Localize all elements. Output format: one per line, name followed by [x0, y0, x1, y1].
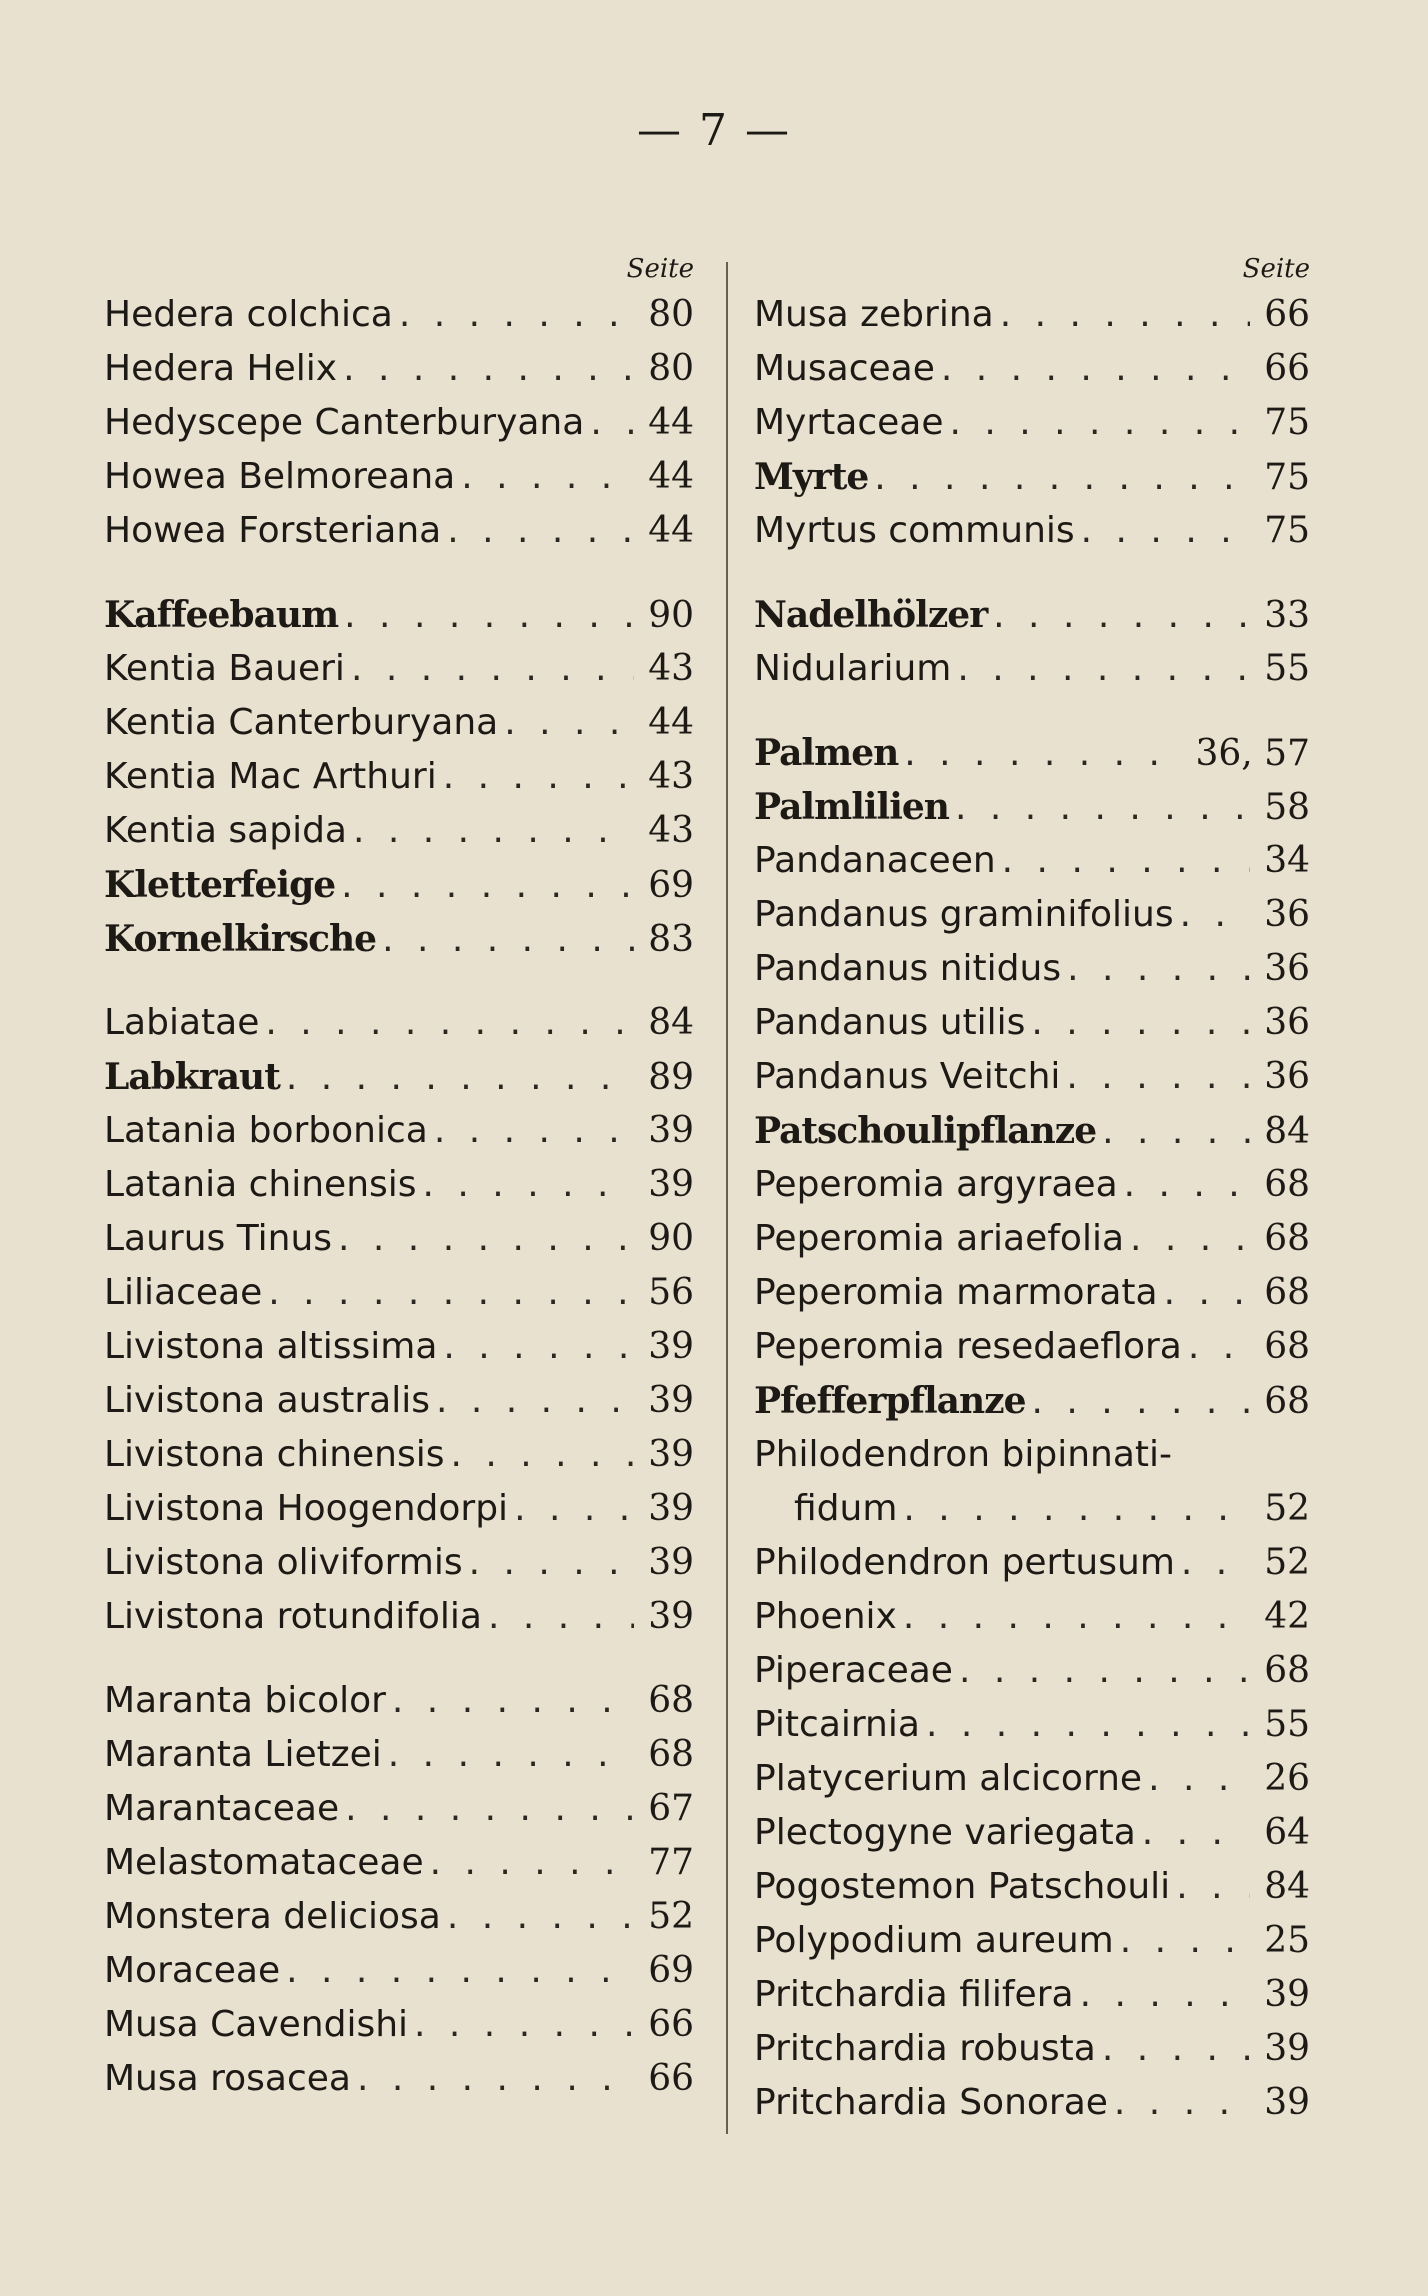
- index-entry: [754, 288, 1310, 342]
- leader-dots: [1102, 2022, 1250, 2076]
- entry-page: 39: [648, 1110, 694, 1151]
- leader-dots: [993, 589, 1250, 643]
- entry-name: Pandanus graminifolius: [754, 894, 1174, 935]
- index-entry: [754, 1644, 1310, 1698]
- entry-page: 34: [1264, 840, 1310, 881]
- index-entry: [104, 1158, 694, 1212]
- entry-page: 43: [648, 756, 694, 797]
- leader-dots: [351, 642, 634, 696]
- entry-page: 66: [648, 2004, 694, 2045]
- entry-name: Peperomia argyraea: [754, 1164, 1118, 1205]
- entry-name: Myrte: [754, 456, 869, 498]
- entry-name: Pritchardia filifera: [754, 1974, 1074, 2015]
- index-entry: [104, 858, 694, 912]
- group-gap: [754, 696, 1310, 726]
- index-entry: [754, 1752, 1310, 1806]
- leader-dots: [514, 1482, 634, 1536]
- leader-dots: [903, 1590, 1250, 1644]
- index-entry: [104, 1890, 694, 1944]
- index-entry: [754, 1266, 1310, 1320]
- index-entry: [754, 1914, 1310, 1968]
- leader-dots: [451, 1428, 635, 1482]
- index-entry: [104, 912, 694, 966]
- index-entry: [754, 342, 1310, 396]
- leader-dots: [434, 1104, 634, 1158]
- column-divider: [726, 262, 728, 2134]
- index-entry: [754, 588, 1310, 642]
- entry-page: 39: [1264, 2028, 1310, 2069]
- entry-page: 55: [1264, 648, 1310, 689]
- entry-name: Pandanus nitidus: [754, 948, 1062, 989]
- entry-page: 39: [648, 1164, 694, 1205]
- entry-page: 90: [648, 595, 694, 636]
- leader-dots: [1164, 1266, 1250, 1320]
- entry-name: Maranta bicolor: [104, 1680, 386, 1721]
- index-entry: [754, 1320, 1310, 1374]
- entry-name: Philodendron pertusum: [754, 1542, 1175, 1583]
- index-entry: [754, 642, 1310, 696]
- leader-dots: [286, 1051, 634, 1105]
- index-entry: [754, 1590, 1310, 1644]
- entry-name: Pandanus utilis: [754, 1002, 1026, 1043]
- index-entry: [104, 2052, 694, 2106]
- leader-dots: [286, 1944, 634, 1998]
- leader-dots: [959, 1644, 1250, 1698]
- entry-name: Kaffeebaum: [104, 594, 339, 636]
- entry-name: Moraceae: [104, 1950, 281, 1991]
- index-entry: [104, 1212, 694, 1266]
- leader-dots: [1067, 942, 1250, 996]
- entry-page: 39: [648, 1488, 694, 1529]
- entry-name: Livistona rotundifolia: [104, 1596, 482, 1637]
- entry-page: 39: [1264, 1974, 1310, 2015]
- leader-dots: [265, 996, 634, 1050]
- leader-dots: [338, 1212, 634, 1266]
- entry-page: 66: [1264, 294, 1310, 335]
- entry-name: Philodendron bipinnati-: [754, 1434, 1173, 1475]
- entry-name: Liliaceae: [104, 1272, 263, 1313]
- entry-name: Pitcairnia: [754, 1704, 920, 1745]
- entry-page: 36: [1264, 1002, 1310, 1043]
- leader-dots: [1081, 504, 1250, 558]
- index-entry: [104, 804, 694, 858]
- entry-page: 39: [648, 1542, 694, 1583]
- entry-name: Latania borbonica: [104, 1110, 428, 1151]
- page-column-header: Seite: [626, 254, 694, 284]
- entry-page: 43: [648, 810, 694, 851]
- leader-dots: [423, 1158, 634, 1212]
- leader-dots: [414, 1998, 634, 2052]
- entry-name: Pandanaceen: [754, 840, 996, 881]
- entry-page: 64: [1264, 1812, 1310, 1853]
- entry-name: Livistona altissima: [104, 1326, 438, 1367]
- leader-dots: [399, 288, 634, 342]
- entry-page: 39: [648, 1434, 694, 1475]
- index-entry: [754, 1104, 1310, 1158]
- index-entry: [104, 342, 694, 396]
- index-entries: [754, 288, 1310, 2130]
- entry-name: Labiatae: [104, 1002, 260, 1043]
- entry-name: Peperomia marmorata: [754, 1272, 1158, 1313]
- entry-page: 52: [1264, 1542, 1310, 1583]
- group-gap: [104, 558, 694, 588]
- leader-dots: [436, 1374, 634, 1428]
- leader-dots: [1120, 1914, 1250, 1968]
- entry-page: 36: [1264, 894, 1310, 935]
- entry-page: 68: [648, 1734, 694, 1775]
- index-entry: [104, 1050, 694, 1104]
- entry-name: Kentia Mac Arthuri: [104, 756, 437, 797]
- leader-dots: [955, 781, 1250, 835]
- entry-page: 77: [648, 1842, 694, 1883]
- index-entry: [754, 888, 1310, 942]
- index-entry: [754, 2022, 1310, 2076]
- index-entry: [104, 1104, 694, 1158]
- index-entry: [104, 1428, 694, 1482]
- leader-dots: [1080, 1968, 1250, 2022]
- entry-name: Musa zebrina: [754, 294, 994, 335]
- entry-page: 83: [648, 919, 694, 960]
- leader-dots: [1124, 1158, 1250, 1212]
- entry-page: 69: [648, 1950, 694, 1991]
- leader-dots: [1130, 1212, 1250, 1266]
- entry-name: Platycerium alcicorne: [754, 1758, 1143, 1799]
- leader-dots: [1002, 834, 1250, 888]
- entry-name: Peperomia ariaefolia: [754, 1218, 1125, 1259]
- leader-dots: [926, 1698, 1250, 1752]
- index-entry: [754, 1212, 1310, 1266]
- entry-name: Patschoulipflanze: [754, 1110, 1097, 1152]
- entry-page: 43: [648, 648, 694, 689]
- leader-dots: [1188, 1320, 1250, 1374]
- entry-name: Howea Belmoreana: [104, 456, 456, 497]
- index-entry: [104, 1836, 694, 1890]
- page-column-header: Seite: [1242, 254, 1310, 284]
- entry-page: 36: [1264, 948, 1310, 989]
- entry-name: Myrtaceae: [754, 402, 944, 443]
- entry-page: 36, 57: [1195, 733, 1310, 774]
- entry-page: 42: [1264, 1596, 1310, 1637]
- entry-name: Polypodium aureum: [754, 1920, 1114, 1961]
- entry-page: 25: [1264, 1920, 1310, 1961]
- index-entry: [104, 696, 694, 750]
- entry-name: Piperaceae: [754, 1650, 953, 1691]
- entry-name: Nadelhölzer: [754, 594, 988, 636]
- leader-dots: [341, 859, 634, 913]
- index-entry: [754, 504, 1310, 558]
- entry-name: Kletterfeige: [104, 864, 336, 906]
- leader-dots: [1102, 1105, 1250, 1159]
- index-entry: [104, 504, 694, 558]
- index-entry: [754, 942, 1310, 996]
- entry-page: 33: [1264, 595, 1310, 636]
- index-entry: [104, 288, 694, 342]
- leader-dots: [1148, 1752, 1250, 1806]
- entry-name: Musa rosacea: [104, 2058, 351, 2099]
- leader-dots: [443, 1320, 634, 1374]
- entry-name: fidum: [794, 1488, 898, 1529]
- entry-name: Livistona chinensis: [104, 1434, 445, 1475]
- entry-name: Melastomataceae: [104, 1842, 424, 1883]
- entry-page: 68: [1264, 1218, 1310, 1259]
- entry-page: 66: [1264, 348, 1310, 389]
- index-entry: [754, 1482, 1310, 1536]
- entry-name: Marantaceae: [104, 1788, 340, 1829]
- leader-dots: [447, 1890, 634, 1944]
- index-entry: [104, 642, 694, 696]
- entry-page: 67: [648, 1788, 694, 1829]
- leader-dots: [874, 451, 1250, 505]
- leader-dots: [950, 396, 1251, 450]
- entry-name: Hedera colchica: [104, 294, 393, 335]
- leader-dots: [1032, 1375, 1251, 1429]
- entry-page: 68: [1264, 1381, 1310, 1422]
- index-entry: [104, 750, 694, 804]
- index-entry: [754, 1860, 1310, 1914]
- leader-dots: [903, 1482, 1250, 1536]
- leader-dots: [1000, 288, 1250, 342]
- leader-dots: [904, 727, 1187, 781]
- entry-page: 68: [648, 1680, 694, 1721]
- entry-page: 44: [648, 402, 694, 443]
- group-gap: [754, 558, 1310, 588]
- entry-name: Phoenix: [754, 1596, 897, 1637]
- index-entry: [754, 396, 1310, 450]
- entry-page: 44: [648, 702, 694, 743]
- entry-page: 68: [1264, 1164, 1310, 1205]
- index-entry: [754, 450, 1310, 504]
- index-entry: [104, 1266, 694, 1320]
- entry-page: 75: [1264, 457, 1310, 498]
- entry-name: Monstera deliciosa: [104, 1896, 441, 1937]
- index-entry: [754, 1428, 1310, 1482]
- leader-dots: [382, 913, 634, 967]
- entry-page: 84: [1264, 1866, 1310, 1907]
- entry-name: Pritchardia robusta: [754, 2028, 1096, 2069]
- leader-dots: [268, 1266, 634, 1320]
- index-entry: [754, 834, 1310, 888]
- index-entry: [754, 2076, 1310, 2130]
- entry-page: 80: [648, 294, 694, 335]
- index-entry: [104, 1728, 694, 1782]
- entry-name: Pogostemon Patschouli: [754, 1866, 1171, 1907]
- index-entry: [754, 996, 1310, 1050]
- entry-page: 44: [648, 510, 694, 551]
- entry-name: Plectogyne variegata: [754, 1812, 1136, 1853]
- entry-name: Kentia Canterburyana: [104, 702, 499, 743]
- index-entry: [104, 1998, 694, 2052]
- entry-name: Livistona Hoogendorpi: [104, 1488, 509, 1529]
- index-entry: [104, 450, 694, 504]
- index-column-right: [754, 250, 1310, 2130]
- entry-name: Myrtus communis: [754, 510, 1075, 551]
- index-entry: [754, 726, 1310, 780]
- leader-dots: [504, 696, 634, 750]
- entry-page: 39: [1264, 2082, 1310, 2123]
- entry-name: Kornelkirsche: [104, 918, 377, 960]
- entry-name: Pandanus Veitchi: [754, 1056, 1061, 1097]
- group-gap: [104, 1644, 694, 1674]
- entry-name: Maranta Lietzei: [104, 1734, 382, 1775]
- leader-dots: [443, 750, 634, 804]
- entry-page: 52: [1264, 1488, 1310, 1529]
- entry-page: 80: [648, 348, 694, 389]
- entry-page: 90: [648, 1218, 694, 1259]
- entry-name: Latania chinensis: [104, 1164, 417, 1205]
- entry-name: Nidularium: [754, 648, 952, 689]
- leader-dots: [344, 589, 634, 643]
- entry-name: Livistona australis: [104, 1380, 430, 1421]
- leader-dots: [388, 1728, 634, 1782]
- leader-dots: [941, 342, 1250, 396]
- leader-dots: [461, 450, 634, 504]
- leader-dots: [1114, 2076, 1250, 2130]
- leader-dots: [1176, 1860, 1250, 1914]
- leader-dots: [447, 504, 634, 558]
- leader-dots: [488, 1590, 634, 1644]
- entry-name: Hedyscepe Canterburyana: [104, 402, 585, 443]
- entry-page: 84: [1264, 1111, 1310, 1152]
- index-entry: [104, 1944, 694, 1998]
- entry-page: 39: [648, 1380, 694, 1421]
- entry-page: 75: [1264, 402, 1310, 443]
- entry-page: 75: [1264, 510, 1310, 551]
- index-entry: [754, 1374, 1310, 1428]
- entry-page: 26: [1264, 1758, 1310, 1799]
- entry-page: 68: [1264, 1272, 1310, 1313]
- index-entry: [754, 1536, 1310, 1590]
- index-entry: [104, 1320, 694, 1374]
- entry-name: Peperomia resedaeflora: [754, 1326, 1182, 1367]
- index-entry: [104, 396, 694, 450]
- leader-dots: [392, 1674, 634, 1728]
- entry-page: 68: [1264, 1326, 1310, 1367]
- entry-page: 39: [648, 1596, 694, 1637]
- page-number: — 7 —: [637, 105, 791, 156]
- index-entry: [104, 996, 694, 1050]
- index-column-left: [104, 250, 694, 2106]
- entry-name: Palmlilien: [754, 786, 949, 828]
- entry-name: Pritchardia Sonorae: [754, 2082, 1108, 2123]
- leader-dots: [353, 804, 634, 858]
- leader-dots: [345, 1782, 634, 1836]
- index-entry: [104, 1536, 694, 1590]
- entry-name: Musaceae: [754, 348, 935, 389]
- index-entry: [104, 1590, 694, 1644]
- entry-page: 89: [648, 1057, 694, 1098]
- index-entry: [754, 780, 1310, 834]
- entry-name: Pfefferpflanze: [754, 1380, 1026, 1422]
- entry-name: Palmen: [754, 732, 899, 774]
- leader-dots: [430, 1836, 634, 1890]
- entry-page: 52: [648, 1896, 694, 1937]
- index-entry: [754, 1968, 1310, 2022]
- entry-page: 69: [648, 865, 694, 906]
- index-entry: [754, 1050, 1310, 1104]
- entry-page: 56: [648, 1272, 694, 1313]
- index-entry: [754, 1806, 1310, 1860]
- entry-page: 44: [648, 456, 694, 497]
- group-gap: [104, 966, 694, 996]
- entry-name: Laurus Tinus: [104, 1218, 333, 1259]
- leader-dots: [469, 1536, 634, 1590]
- index-entry: [104, 1782, 694, 1836]
- leader-dots: [1180, 888, 1250, 942]
- entry-page: 58: [1264, 787, 1310, 828]
- leader-dots: [343, 342, 634, 396]
- entry-page: 39: [648, 1326, 694, 1367]
- entry-name: Labkraut: [104, 1056, 280, 1098]
- leader-dots: [357, 2052, 634, 2106]
- entry-page: 36: [1264, 1056, 1310, 1097]
- index-entry: [104, 1674, 694, 1728]
- index-entry: [104, 588, 694, 642]
- entry-name: Kentia sapida: [104, 810, 347, 851]
- index-entries: [104, 288, 694, 2106]
- leader-dots: [1181, 1536, 1250, 1590]
- entry-name: Kentia Baueri: [104, 648, 345, 689]
- entry-name: Livistona oliviformis: [104, 1542, 463, 1583]
- entry-page: 66: [648, 2058, 694, 2099]
- entry-page: 84: [648, 1002, 694, 1043]
- leader-dots: [1066, 1050, 1250, 1104]
- entry-name: Howea Forsteriana: [104, 510, 442, 551]
- index-entry: [754, 1158, 1310, 1212]
- entry-page: 68: [1264, 1650, 1310, 1691]
- leader-dots: [1031, 996, 1250, 1050]
- index-entry: [754, 1698, 1310, 1752]
- index-entry: [104, 1482, 694, 1536]
- leader-dots: [957, 642, 1250, 696]
- leader-dots: [590, 396, 634, 450]
- entry-name: Musa Cavendishi: [104, 2004, 409, 2045]
- index-entry: [104, 1374, 694, 1428]
- leader-dots: [1142, 1806, 1250, 1860]
- entry-name: Hedera Helix: [104, 348, 338, 389]
- entry-page: 55: [1264, 1704, 1310, 1745]
